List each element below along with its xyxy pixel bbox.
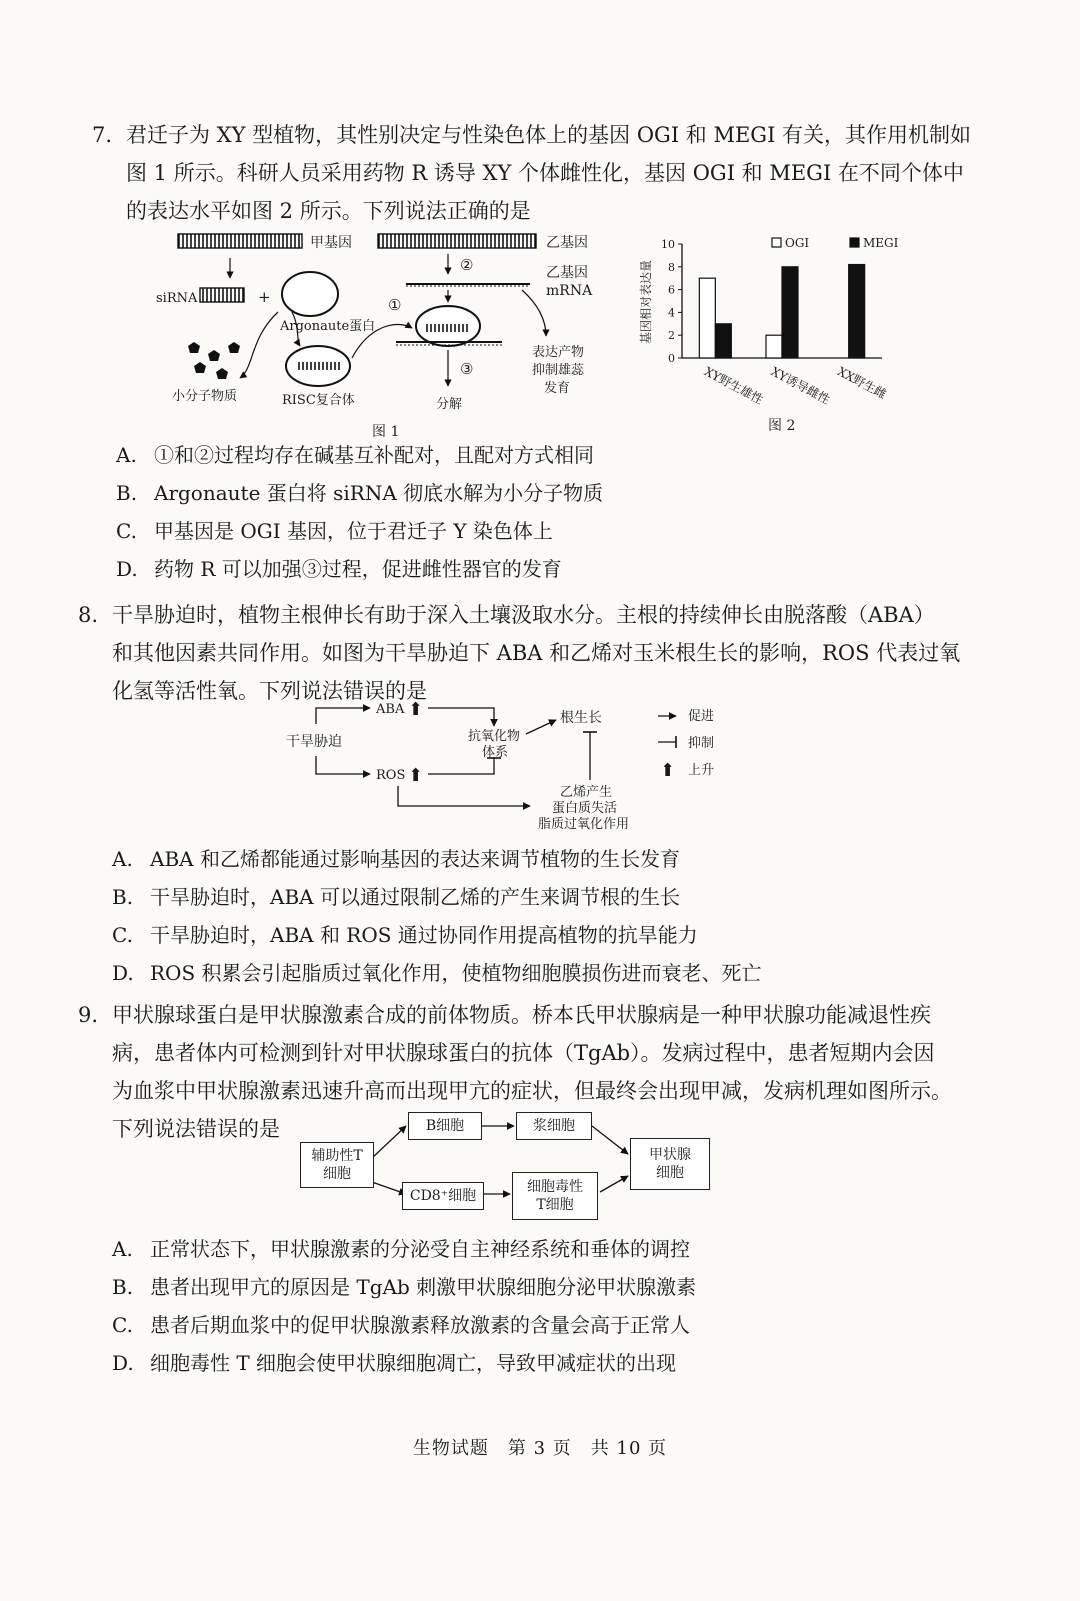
- stem-line: 下列说法错误的是: [112, 1117, 280, 1141]
- stem-line: 甲状腺球蛋白是甲状腺激素合成的前体物质。桥本氏甲状腺病是一种甲状腺功能减退性疾: [112, 1003, 931, 1027]
- question-7-stem: [92, 116, 986, 230]
- y-tick-label: 4: [668, 306, 675, 320]
- bar-megi: [849, 265, 865, 358]
- b-cell-box: B细胞: [408, 1112, 482, 1140]
- stem-line: 干旱胁迫时，植物主根伸长有助于深入土壤汲取水分。主根的持续伸长由脱落酸（ABA）: [112, 603, 935, 627]
- y-tick-label: 10: [661, 238, 675, 251]
- ethylene-label-line3: 脂质过氧化作用: [538, 817, 630, 832]
- option-9c[interactable]: C. 患者后期血浆中的促甲状腺激素释放激素的含量会高于正常人: [112, 1313, 690, 1337]
- step-3-label: ③: [460, 360, 474, 378]
- helper-t-cell-box: 辅助性T 细胞: [300, 1142, 374, 1188]
- y-tick-label: 0: [668, 352, 675, 365]
- ros-label: ROS: [376, 768, 406, 783]
- legend-swatch-megi: [850, 238, 859, 247]
- category-label: XX野生雌: [835, 364, 889, 402]
- legend-rise-label: 上升: [688, 763, 715, 778]
- bar-megi: [715, 324, 731, 358]
- option-8b[interactable]: B. 干旱胁迫时，ABA 可以通过限制乙烯的产生来调节根的生长: [112, 885, 680, 909]
- antioxidant-label-line2: 体系: [482, 745, 509, 760]
- small-molecules-icon: [188, 342, 240, 379]
- small-molecules-label: 小分子物质: [172, 389, 238, 404]
- legend-label-megi: MEGI: [863, 236, 899, 250]
- cytotoxic-t-cell-box: 细胞毒性 T细胞: [512, 1172, 598, 1220]
- ethylene-label-line1: 乙烯产生: [560, 785, 613, 800]
- gene-b-label: 乙基因: [546, 235, 588, 251]
- y-tick-label: 6: [668, 283, 675, 297]
- figure-2-bar-chart: [638, 232, 938, 442]
- question-8-stem: [78, 596, 992, 710]
- root-growth-label: 根生长: [560, 710, 602, 726]
- stem-line: 和其他因素共同作用。如图为干旱胁迫下 ABA 和乙烯对玉米根生长的影响，ROS 代表过氧: [112, 641, 961, 665]
- ethylene-label-line2: 蛋白质失活: [552, 801, 618, 816]
- thyroid-cell-box: 甲状腺 细胞: [630, 1138, 710, 1190]
- legend-promote-label: 促进: [688, 709, 715, 724]
- category-label: XY诱导雌性: [768, 364, 833, 407]
- svg-text:+: +: [258, 288, 271, 306]
- option-9b[interactable]: B. 患者出现甲亢的原因是 TgAb 刺激甲状腺细胞分泌甲状腺激素: [112, 1275, 697, 1299]
- argonaute-protein-shape: [282, 272, 338, 316]
- figure-1-mechanism: [150, 228, 630, 448]
- y-tick-label: 2: [668, 329, 675, 343]
- plasma-cell-box: 浆细胞: [516, 1112, 592, 1140]
- y-axis-label: 基因相对表达量: [639, 259, 653, 345]
- product-label-line1: 表达产物: [532, 345, 585, 360]
- option-8a[interactable]: A. ABA 和乙烯都能通过影响基因的表达来调节植物的生长发育: [112, 847, 680, 871]
- option-7d[interactable]: D. 药物 R 可以加强③过程，促进雌性器官的发育: [116, 557, 562, 581]
- aba-rise-icon: ⬆: [408, 700, 424, 720]
- question-8-diagram: [280, 700, 760, 850]
- stem-line: 的表达水平如图 2 所示。下列说法正确的是: [126, 199, 531, 223]
- stem-line: 病，患者体内可检测到针对甲状腺球蛋白的抗体（TgAb）。发病过程中，患者短期内会因: [112, 1041, 935, 1065]
- option-7b[interactable]: B. Argonaute 蛋白将 siRNA 彻底水解为小分子物质: [116, 481, 604, 505]
- question-number: 7.: [92, 123, 113, 147]
- figure-2-caption: 图 2: [768, 418, 796, 434]
- gene-a-label: 甲基因: [310, 235, 352, 251]
- stem-line: 化氢等活性氧。下列说法错误的是: [112, 679, 427, 703]
- argonaute-label: Argonaute蛋白: [280, 319, 376, 334]
- legend-rise-icon: ⬆: [660, 760, 676, 781]
- mrna-label-line2: mRNA: [546, 283, 593, 299]
- page-footer: 生物试题 第 3 页 共 10 页: [412, 1438, 668, 1459]
- product-label-line2: 抑制雄蕊: [532, 363, 585, 378]
- legend-inhibit-label: 抑制: [688, 736, 715, 751]
- gene-b-bar: [378, 234, 536, 248]
- category-label: XY野生雄性: [701, 364, 766, 407]
- legend-label-ogi: OGI: [785, 236, 810, 250]
- option-8d[interactable]: D. ROS 积累会引起脂质过氧化作用，使植物细胞膜损伤进而衰老、死亡: [112, 961, 762, 985]
- option-7c[interactable]: C. 甲基因是 OGI 基因，位于君迁子 Y 染色体上: [116, 519, 553, 543]
- product-label-line3: 发育: [544, 381, 571, 396]
- risc-label: RISC复合体: [282, 393, 355, 408]
- question-number: 9.: [78, 1003, 99, 1027]
- stem-line: 图 1 所示。科研人员采用药物 R 诱导 XY 个体雌性化，基因 OGI 和 MEGI 在不同个体中: [126, 161, 964, 185]
- legend-swatch-ogi: [772, 238, 781, 247]
- mrna-label-line1: 乙基因: [546, 265, 588, 281]
- antioxidant-label-line1: 抗氧化物: [468, 729, 521, 744]
- option-9a[interactable]: A. 正常状态下，甲状腺激素的分泌受自主神经系统和垂体的调控: [112, 1237, 690, 1261]
- option-7a[interactable]: A. ①和②过程均存在碱基互补配对，且配对方式相同: [116, 443, 594, 467]
- bar-megi: [782, 267, 798, 358]
- aba-label: ABA: [376, 702, 405, 717]
- cd8-cell-box: CD8⁺细胞: [402, 1182, 484, 1210]
- option-8c[interactable]: C. 干旱胁迫时，ABA 和 ROS 通过协同作用提高植物的抗旱能力: [112, 923, 698, 947]
- degrade-label: 分解: [436, 397, 463, 412]
- sirna-label: siRNA: [156, 291, 198, 306]
- stem-line: 为血浆中甲状腺激素迅速升高而出现甲亢的症状，但最终会出现甲减，发病机理如图所示。: [112, 1079, 952, 1103]
- option-9d[interactable]: D. 细胞毒性 T 细胞会使甲状腺细胞凋亡，导致甲减症状的出现: [112, 1351, 677, 1375]
- sirna-bar: [200, 288, 244, 302]
- step-1-label: ①: [388, 296, 402, 314]
- drought-label: 干旱胁迫: [286, 734, 342, 750]
- y-tick-label: 8: [668, 260, 675, 274]
- figure-1-caption: 图 1: [372, 424, 400, 440]
- step-2-label: ②: [460, 256, 474, 274]
- question-number: 8.: [78, 603, 99, 627]
- ros-rise-icon: ⬆: [408, 765, 424, 786]
- gene-a-bar: [178, 234, 302, 248]
- bar-ogi: [699, 278, 715, 358]
- bar-ogi: [766, 335, 782, 358]
- stem-line: 君迁子为 XY 型植物，其性别决定与性染色体上的基因 OGI 和 MEGI 有关，其作用机制如: [126, 123, 972, 147]
